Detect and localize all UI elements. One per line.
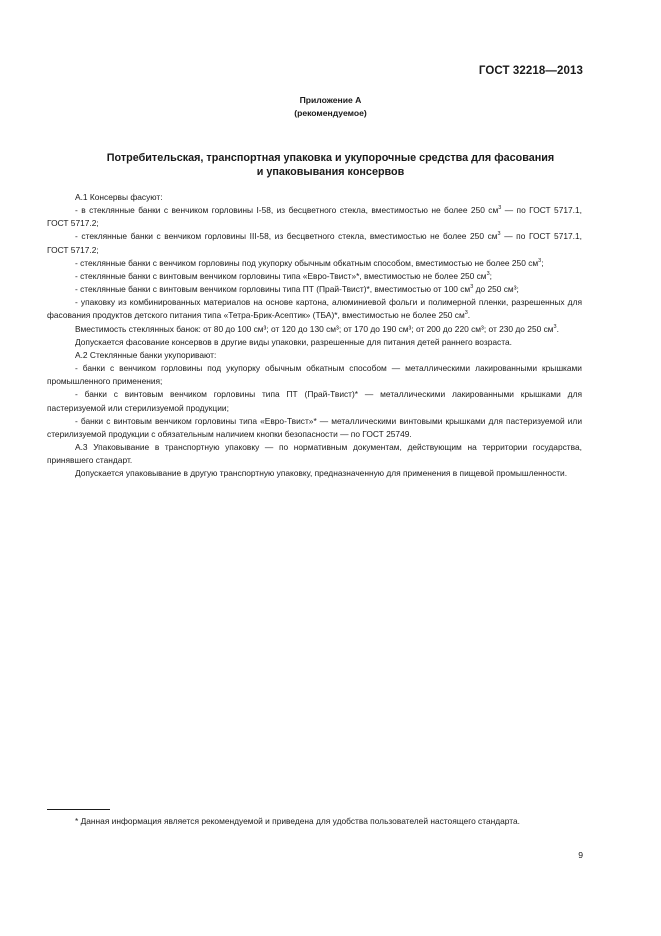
paragraph-text: А.1 Консервы фасуют: <box>75 192 163 202</box>
appendix-title: Приложение А <box>299 95 362 105</box>
page-number: 9 <box>578 850 583 860</box>
paragraph-tail: — по ГОСТ 5717.1, ГОСТ 5717.2; <box>47 205 582 229</box>
paragraph-text: Допускается фасование консервов в другие виды упаковки, разрешенные для питания детей раннего возраста. <box>75 336 512 347</box>
paragraph-text: - стеклянные банки с венчиком горловины III-58, из бесцветного стекла, вместимостью не более 250 см <box>75 231 498 242</box>
superscript: 3 <box>553 323 557 330</box>
appendix-heading <box>0 94 661 120</box>
paragraph-tail: . <box>556 323 559 334</box>
paragraph <box>47 441 582 467</box>
paragraph <box>47 362 582 388</box>
paragraph-text: - банки с винтовым венчиком горловины типа «Евро-Твист»* — металлическими винтовыми крышками для пастеризуемой или стерилизуемой продукции с обязательным наличием кнопки безопасности — по ГОСТ 25749. <box>47 415 582 439</box>
paragraph <box>47 270 582 283</box>
section-title-line-2: и упаковывания консервов <box>256 165 405 178</box>
paragraph <box>47 336 582 349</box>
superscript: 3 <box>486 270 490 277</box>
paragraph-text: - банки с винтовым венчиком горловины типа ПТ (Прай-Твист)* — металлическими лакированными крышками для пастеризуемой или стерилизуемой продукции; <box>47 389 582 413</box>
paragraph <box>47 257 582 270</box>
paragraph-tail: ; <box>541 257 544 268</box>
body-text <box>47 191 582 480</box>
paragraph <box>47 191 582 204</box>
paragraph-text: - стеклянные банки с винтовым венчиком горловины типа ПТ (Прай-Твист)*, вместимостью от 100 см <box>75 284 471 295</box>
paragraph <box>47 415 582 441</box>
paragraph-tail: . <box>467 310 471 321</box>
paragraph <box>47 204 582 230</box>
footnote-text: * Данная информация является рекомендуемой и приведена для удобства пользователей настоящего стандарта. <box>75 816 521 826</box>
section-title-line-1: Потребительская, транспортная упаковка и укупорочные средства для фасования <box>106 152 555 164</box>
superscript: 3 <box>538 257 542 264</box>
paragraph-text: - в стеклянные банки с венчиком горловины I-58, из бесцветного стекла, вместимостью не более 250 см <box>75 205 499 216</box>
section-title <box>60 152 601 179</box>
paragraph <box>47 283 582 296</box>
paragraph-text: А.2 Стеклянные банки укупоривают: <box>75 349 217 360</box>
appendix-status: (рекомендуемое) <box>294 108 367 118</box>
footnote <box>47 815 582 829</box>
paragraph <box>47 323 582 336</box>
paragraph <box>47 230 582 256</box>
paragraph-tail: до 250 см³; <box>473 284 519 295</box>
superscript: 3 <box>497 231 501 238</box>
paragraph-text: - упаковку из комбинированных материалов на основе картона, алюминиевой фольги и полимерной пленки, разрешенных для фасования продуктов детского питания типа «Тетра-Брик-Асептик» (ТБА)*, вместимостью не более 250 см <box>47 297 582 321</box>
paragraph-text: - стеклянные банки с венчиком горловины под укупорку обычным обкатным способом, вместимостью не более 250 см <box>75 257 539 268</box>
paragraph-tail: — по ГОСТ 5717.1, ГОСТ 5717.2; <box>47 231 582 255</box>
paragraph <box>47 349 582 362</box>
superscript: 3 <box>470 284 474 291</box>
paragraph-text: Допускается упаковывание в другую транспортную упаковку, предназначенную для применения в пищевой промышленности. <box>75 468 568 479</box>
paragraph <box>47 388 582 414</box>
paragraph-text: Вместимость стеклянных банок: от 80 до 100 см³; от 120 до 130 см³; от 170 до 190 см³; от 200 до 220 см³; от 230 до 250 см <box>75 323 554 334</box>
superscript: 3 <box>464 310 468 317</box>
superscript: 3 <box>498 205 502 212</box>
paragraph-text: - стеклянные банки с винтовым венчиком горловины типа «Евро-Твист»*, вместимостью не более 250 см <box>75 270 487 281</box>
standard-code: ГОСТ 32218—2013 <box>478 65 583 77</box>
footnote-separator <box>47 809 110 810</box>
paragraph-text: - банки с венчиком горловины под укупорку обычным обкатным способом — металлическими лакированными крышками промышленного применения; <box>47 363 582 387</box>
paragraph <box>47 467 582 480</box>
paragraph-tail: ; <box>489 270 492 281</box>
paragraph <box>47 296 582 322</box>
paragraph-text: А.3 Упаковывание в транспортную упаковку — по нормативным документам, действующим на территории государства, принявшего стандарт. <box>47 441 582 466</box>
